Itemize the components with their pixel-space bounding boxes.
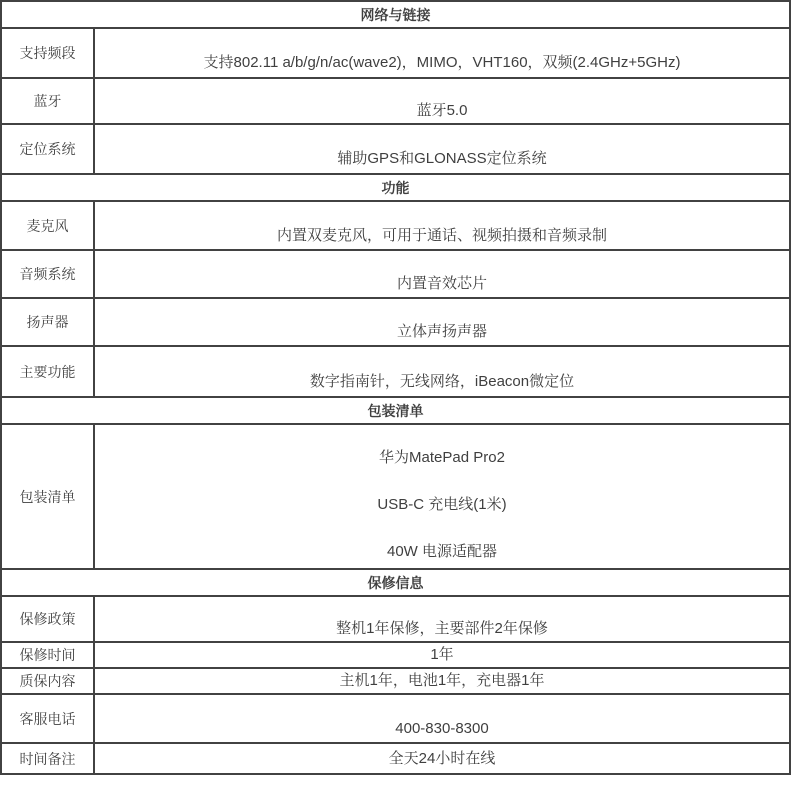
row-warranty-period: [1, 642, 790, 668]
section-header-warranty: [1, 569, 790, 596]
spec-label: 客服电话: [1, 694, 94, 743]
spec-value: 立体声扬声器: [94, 298, 790, 346]
row-speaker: [1, 298, 790, 346]
spec-label: 蓝牙: [1, 78, 94, 124]
spec-value: 400-830-8300: [94, 694, 790, 743]
spec-value: 内置音效芯片: [94, 250, 790, 298]
section-title: 网络与链接: [1, 1, 790, 28]
package-item: 华为MatePad Pro2: [379, 448, 505, 466]
package-item: 40W 电源适配器: [386, 542, 497, 560]
spec-value: 全天24小时在线: [94, 743, 790, 774]
section-header-network: [1, 1, 790, 28]
row-bluetooth: [1, 78, 790, 124]
spec-value: 整机1年保修，主要部件2年保修: [94, 596, 790, 642]
spec-label: 时间备注: [1, 743, 94, 774]
row-audio-system: [1, 250, 790, 298]
spec-label: 主要功能: [1, 346, 94, 397]
spec-label: 音频系统: [1, 250, 94, 298]
spec-value: 支持802.11 a/b/g/n/ac(wave2)，MIMO，VHT160，双频(2.4GHz+5GHz): [94, 28, 790, 78]
spec-value: 内置双麦克风，可用于通话、视频拍摄和音频录制: [94, 201, 790, 250]
spec-label: 保修政策: [1, 596, 94, 642]
row-warranty-coverage: [1, 668, 790, 694]
section-title: 保修信息: [1, 569, 790, 596]
row-service-hotline: [1, 694, 790, 743]
spec-label: 定位系统: [1, 124, 94, 174]
row-warranty-policy: [1, 596, 790, 642]
spec-label: 支持频段: [1, 28, 94, 78]
spec-value: 辅助GPS和GLONASS定位系统: [94, 124, 790, 174]
spec-value-list: [94, 424, 790, 569]
row-positioning-system: [1, 124, 790, 174]
section-title: 包装清单: [1, 397, 790, 424]
spec-value: 数字指南针，无线网络，iBeacon微定位: [94, 346, 790, 397]
spec-value: 主机1年，电池1年，充电器1年: [94, 668, 790, 694]
spec-label: 包装清单: [1, 424, 94, 569]
spec-label: 麦克风: [1, 201, 94, 250]
spec-value: 蓝牙5.0: [94, 78, 790, 124]
row-hours-note: [1, 743, 790, 774]
spec-label: 扬声器: [1, 298, 94, 346]
row-package-contents: [1, 424, 790, 569]
row-main-features: [1, 346, 790, 397]
row-microphone: [1, 201, 790, 250]
section-header-package: [1, 397, 790, 424]
section-title: 功能: [1, 174, 790, 201]
spec-label: 保修时间: [1, 642, 94, 668]
row-supported-bands: [1, 28, 790, 78]
package-item: USB-C 充电线(1米): [377, 495, 507, 513]
spec-label: 质保内容: [1, 668, 94, 694]
section-header-features: [1, 174, 790, 201]
spec-value: 1年: [94, 642, 790, 668]
